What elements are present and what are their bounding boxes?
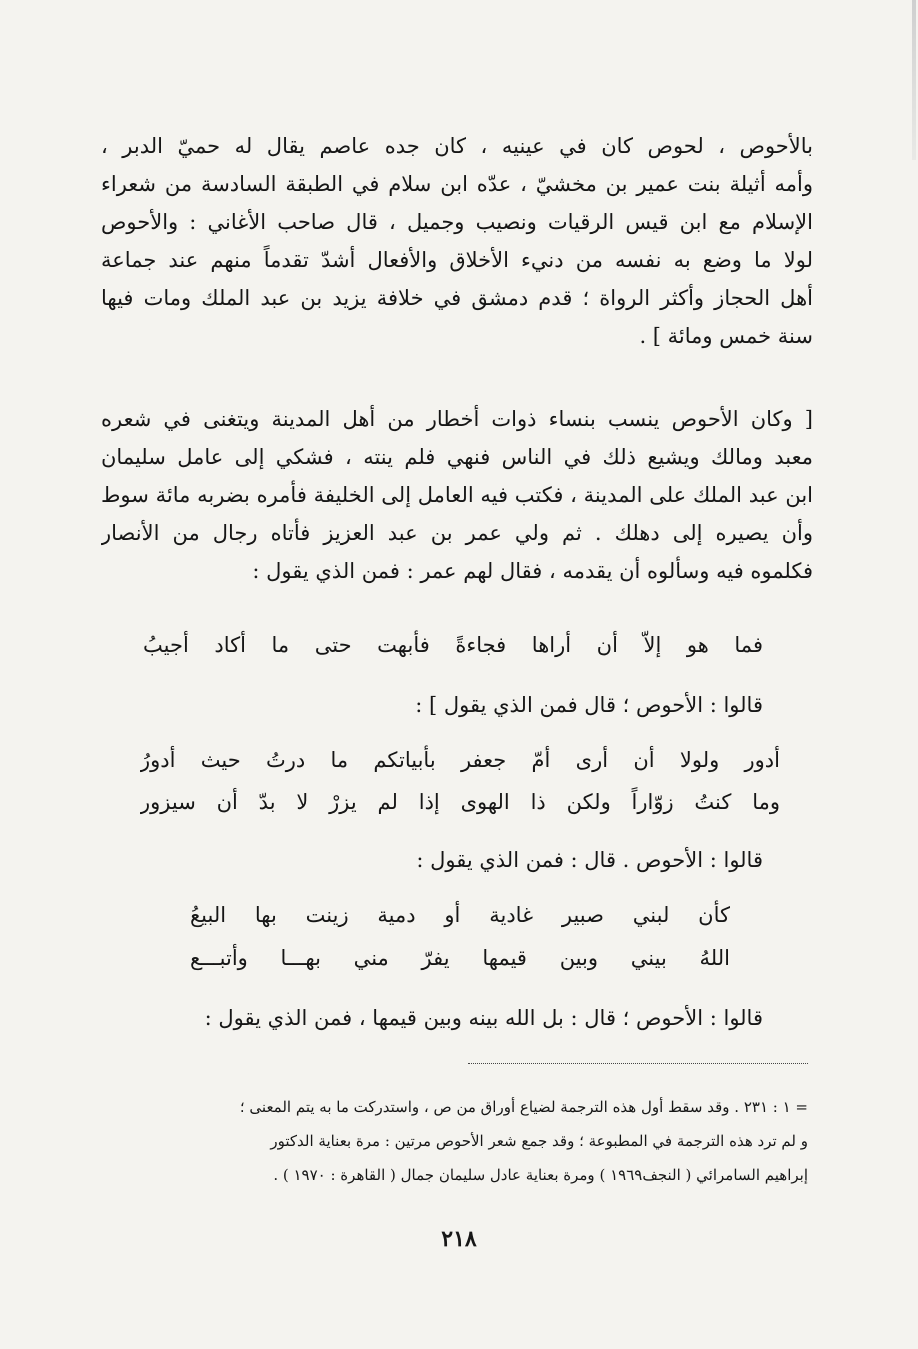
text-line: فكلموه فيه وسألوه أن يقدمه ، فقال لهم عمر : فمن الذي يقول :	[252, 559, 813, 583]
footnote-line: إبراهيم السامرائي ( النجف١٩٦٩ ) ومرة بعناية عادل سليمان جمال ( القاهرة : ١٩٧٠ ) .	[273, 1166, 808, 1184]
footnote-line: و لم ترد هذه الترجمة في المطبوعة ؛ وقد جمع شعر الأحوص مرتين : مرة بعناية الدكتور	[270, 1132, 808, 1150]
reply-line: قالوا : الأحوص ؛ قال : بل الله بينه وبين قيمها ، فمن الذي يقول :	[204, 1006, 763, 1030]
text-line: [ وكان الأحوص ينسب بنساء ذوات أخطار من أهل المدينة ويتغنى في شعره	[101, 407, 813, 431]
text-line: ابن عبد الملك على المدينة ، فكتب فيه العامل إلى الخليفة فأمره بضربه مائة سوط	[101, 483, 813, 507]
text-line: وأمه أثيلة بنت عمير بن مخشيّ ، عدّه ابن سلام في الطبقة السادسة من شعراء	[101, 172, 813, 196]
footnote	[96, 1090, 808, 1192]
verse-line: أدور ولولا أن أرى أمّ جعفر بأبياتكم ما درتُ حيث أدورُ	[140, 748, 780, 772]
reply-line: قالوا : الأحوص . قال : فمن الذي يقول :	[416, 848, 763, 872]
page-number: ٢١٨	[441, 1226, 477, 1252]
footnote-separator	[468, 1063, 808, 1064]
text-line: سنة خمس ومائة ] .	[639, 324, 813, 348]
text-line: أهل الحجاز وأكثر الرواة ؛ قدم دمشق في خلافة يزيد بن عبد الملك ومات فيها	[101, 286, 813, 310]
reply-line: قالوا : الأحوص ؛ قال فمن الذي يقول ] :	[415, 693, 763, 717]
verse-line: كأن لبني صبير غادية أو دمية زينت بها البيعُ	[190, 903, 730, 927]
text-line: الإسلام مع ابن قيس الرقيات ونصيب وجميل ، قال صاحب الأغاني : والأحوص	[101, 210, 813, 234]
verse-line: اللهُ بيني وبين قيمها يفرّ مني بهـــا وأتبـــع	[190, 946, 730, 970]
text-line: وأن يصيره إلى دهلك . ثم ولي عمر بن عبد العزيز فأتاه رجال من الأنصار	[101, 521, 813, 545]
text-line: بالأحوص ، لحوص كان في عينيه ، كان جده عاصم يقال له حميّ الدبر ،	[101, 134, 813, 158]
paragraph-2	[101, 400, 813, 590]
footnote-line: = ١ : ٢٣١ . وقد سقط أول هذه الترجمة لضياع أوراق من ص ، واستدركت ما به يتم المعنى ؛	[239, 1098, 808, 1116]
text-line: لولا ما وضع به نفسه من دنيء الأخلاق والأفعال أشدّ تقدماً منهم عند جماعة	[101, 248, 813, 272]
text-line: معبد ومالك ويشيع ذلك في الناس فنهي فلم ينته ، فشكي إلى عامل سليمان	[101, 445, 813, 469]
paragraph-1	[101, 127, 813, 355]
verse-line: فما هو إلاّ أن أراها فجاءةً فأبهت حتى ما أكاد أجيبُ	[143, 633, 763, 657]
verse-line: وما كنتُ زوّاراً ولكن ذا الهوى إذا لم يزرْ لا بدّ أن سيزور	[140, 790, 780, 814]
page-edge-shadow	[912, 0, 916, 160]
